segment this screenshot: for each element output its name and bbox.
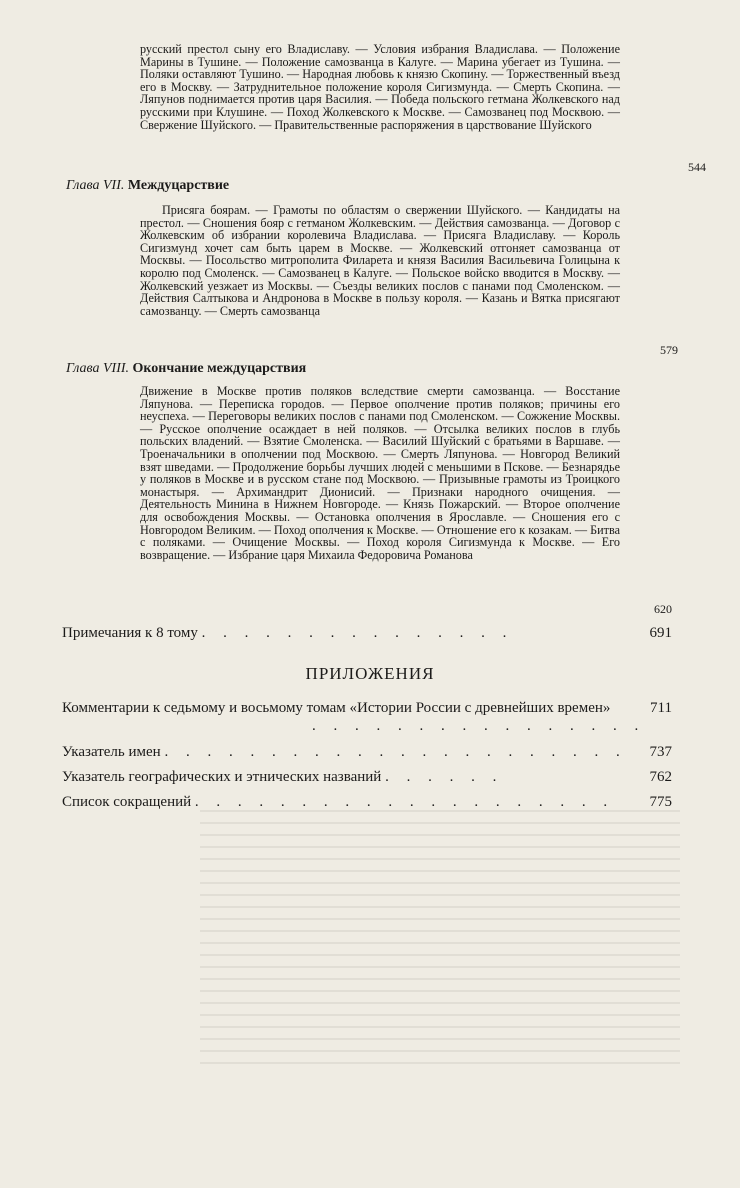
chapter7-title: Междуцарствие — [127, 178, 230, 193]
chapter7-heading — [66, 178, 229, 194]
chapter6-summary: русский престол сыну его Владиславу. — Условия избрания Владислава. — Положение Марины в Тушине. — Положение самозванца в Калуге. — Марина убегает из Тушина. — Поляки оставляют Тушино. — Народная любовь к князю Скопину. — Торжественный въезд его в Москву. — Затруднительное положение короля Сигизмунда. — Смерть Скопина. — Ляпунов поднимается против царя Василия. — Победа польского гетмана Жолкевского над русскими при Клушине. — Поход Жолкевского к Москве. — Самозванец под Москвою. — Свержение Шуйского. — Правительственные распоряжения в царствование Шуйского — [140, 42, 620, 132]
chapter7-page-number: 579 — [660, 343, 678, 357]
toc-entry-geo-index[interactable] — [62, 768, 672, 786]
toc-entry-label: Комментарии к седьмому и восьмому томам «Истории России с древнейших времен» — [62, 700, 611, 716]
appendix-heading: ПРИЛОЖЕНИЯ — [305, 664, 435, 683]
toc-entry-label: Указатель имен — [62, 744, 161, 760]
toc-entry-page: 711 — [650, 700, 672, 716]
toc-entry-label: Указатель географических и этнических названий — [62, 769, 382, 785]
toc-entry-page: 691 — [649, 625, 672, 641]
toc-entry-label: Примечания к 8 тому — [62, 625, 198, 641]
dot-leader: . . . . . . . . . . . . . . . . . . . . . . — [164, 744, 627, 760]
chapter8-page-number: 620 — [654, 602, 672, 616]
chapter8-heading — [66, 361, 306, 377]
show-through-texture — [200, 810, 680, 1110]
toc-entry-name-index[interactable] — [62, 743, 672, 761]
dot-leader: . . . . . . — [385, 769, 504, 785]
toc-entry-abbreviations[interactable] — [62, 793, 672, 811]
chapter8-label: Глава VIII. — [66, 361, 130, 376]
chapter8-summary: Движение в Москве против поляков вследствие смерти самозванца. — Восстание Ляпунова. — Переписка городов. — Первое ополчение против поляков; причины его неуспеха. — Переговоры великих послов с панами под Смоленском. — Сожжение Москвы. — Русское ополчение осаждает в ней поляков. — Отсылка великих послов в глубь польских владений. — Взятие Смоленска. — Василий Шуйский с братьями в Варшаве. — Троеначальники в ополчении под Москвою. — Смерть Ляпунова. — Новгород Великий взят шведами. — Продолжение борьбы лучших людей с меньшими в Пскове. — Безнарядье у поляков в Москве и в русском стане под Москвою. — Призывные грамоты из Троицкого монастыря. — Архимандрит Дионисий. — Признаки народного очищения. — Деятельность Минина в Нижнем Новгороде. — Князь Пожарский. — Второе ополчение для освобождения Москвы. — Остановка ополчения в Ярославле. — Сношения его с Новгородом Великим. — Поход ополчения к Москве. — Отношение его к козакам. — Битва с поляками. — Очищение Москвы. — Поход короля Сигизмунда к Москве. — Его возвращение. — Избрание царя Михаила Федоровича Романова — [140, 384, 620, 562]
toc-entry-commentary[interactable] — [62, 699, 672, 734]
toc-entry-label: Список сокращений — [62, 794, 192, 810]
toc-entry-page: 737 — [649, 744, 672, 760]
toc-entry-page: 762 — [649, 769, 672, 785]
chapter7-label: Глава VII. — [66, 178, 125, 193]
dot-leader: . . . . . . . . . . . . . . . . . . . . — [194, 794, 615, 810]
toc-entry-notes[interactable] — [62, 624, 672, 642]
toc-entry-page: 775 — [649, 794, 672, 810]
dot-leader: . . . . . . . . . . . . . . . . — [312, 718, 646, 734]
dot-leader: . . . . . . . . . . . . . . . — [201, 625, 514, 641]
chapter7-summary: Присяга боярам. — Грамоты по областям о свержении Шуйского. — Кандидаты на престол. — Сношения бояр с гетманом Жолкевским. — Действия самозванца. — Договор с Жолкевским об избрании королевича Владислава. — Присяга Владиславу. — Король Сигизмунд хочет сам быть царем в Москве. — Жолкевский отгоняет самозванца от Москвы. — Посольство митрополита Филарета и князя Василия Васильевича Голицына к королю под Смоленск. — Самозванец в Калуге. — Польское войско вводится в Москву. — Жолкевский уезжает из Москвы. — Съезды великих послов с панами под Смоленском. — Действия Салтыкова и Андронова в Москве в пользу короля. — Казань и Вятка присягают самозванцу. — Смерть самозванца — [140, 203, 620, 318]
chapter6-page-number: 544 — [688, 160, 706, 174]
chapter8-title: Окончание междуцарствия — [132, 361, 307, 376]
